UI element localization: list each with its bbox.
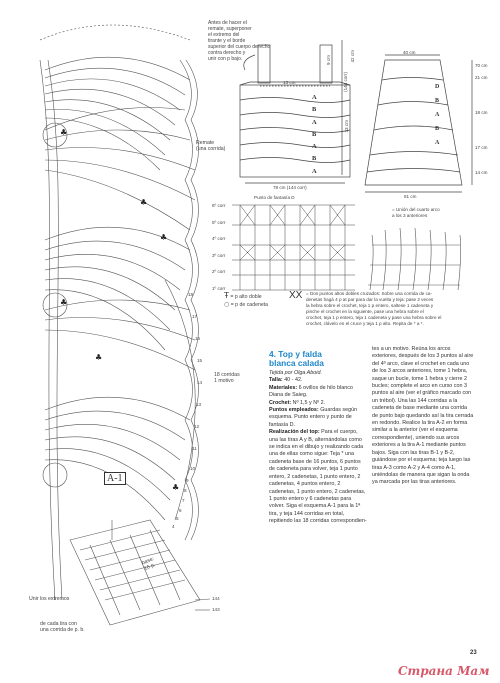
tira-label: de cada tira con una corrida de p. b. [40,621,85,634]
row-number: 15 [197,358,203,363]
realizacion-value: Para el cuerpo, una las tiras A y B, alternándolas como se indica en el dibujo y realizando cada una de ellas como sigue: Teja * una cadeneta base de 16 puntos, 6 puntos de cadeneta para volver, teja 1 punto entero, 2 cadenetas, 1 punto entero, 2 cadenetas, 4 puntos entero, 2 cadenetas, 1 punto entero, 2 cadenetas, 1 punto entero y 6 cadenetas para volver. Siga el esquema A-1 para la 1ª tira, y teja 144 corridas en total, repitiendo las 18 corridas correspondien- [269,429,367,525]
crochet-value: Nº 1,5 y Nº 2. [292,399,326,406]
fantasia-row-labels [212,198,225,297]
watermark-logo: Страна Мам [398,664,490,678]
row-number: 6 [179,508,182,513]
block-label: B [312,106,317,114]
legend-alto-doble: Ŧ = p alto doble [224,291,262,300]
svg-text:♣: ♣ [60,128,68,137]
skirt-label: A [435,112,440,118]
block-label: A [312,94,317,101]
row-number: 5 [176,516,179,521]
count-144: 144 [212,596,220,601]
row-number: 12 [194,424,200,429]
row-number: 10 [190,466,196,471]
count-143: 143 [212,607,220,612]
row-number: 18 [188,292,194,297]
realizacion-label: Realización del top: [269,429,320,436]
skirt-label: B [435,98,440,104]
unir-extremos-label: Unir los extremos [29,596,70,602]
svg-text:♣: ♣ [60,298,68,307]
svg-text:♣: ♣ [140,198,148,207]
svg-text:♣: ♣ [95,353,103,362]
skirt-dim-18: 18 cm [475,110,488,115]
top-note: Antes de hacer el remate, superponer el extremo del tirante y el borde superior del cuerpo derecho contra derecho y unir con p bajo. [208,20,271,62]
dieciocho-corridas-label: 18 corridas 1 motivo [214,372,240,385]
fantasia-row: 1º corr [212,285,226,291]
remate-label: Remate (una corrida) [196,140,226,153]
row-number: 14 [197,380,203,385]
crossed-symbol-icon: XX [289,290,303,301]
fantasia-row: 4º corr [212,236,226,241]
fantasia-row: 2º corr [212,269,226,274]
row-number: 7 [182,498,185,503]
top-dim-width: 78 cm (144 corr) [273,185,307,190]
row-number: 17 [192,314,198,319]
base-label: base: 16 p. [141,556,157,573]
row-number: 9 [186,478,189,483]
legend-cadeneta: ○ = p de cadeneta [224,301,269,308]
article-title: 4. Top y falda blanca calada [269,349,324,368]
talla-value: 40 - 42. [284,377,303,384]
block-label: A [312,118,317,126]
block-label: A [312,167,317,175]
page-number: 23 [470,650,477,656]
crochet-label: Crochet: [269,399,292,406]
top-dim-144corr: (144 corr) [343,72,348,92]
svg-text:♣: ♣ [172,483,180,492]
article-column-1 [269,370,367,526]
svg-text:♣: ♣ [160,233,168,242]
top-dim-13cm: 13 cm [283,80,296,85]
row-number: 13 [196,402,202,407]
row-number: 8 [184,488,187,493]
skirt-dim-top: 40 cm [403,50,416,55]
skirt-label: D [435,84,440,90]
row-number: 4 [172,524,175,529]
fantasia-row: 3º corr [212,252,226,258]
skirt-label: B [435,126,440,132]
skirt-dim-70: 70 cm [475,63,488,68]
union-note: = Unión del cuarto arco a los 3 anteriores [392,207,440,218]
row-number: 16 [195,336,201,341]
a1-box-label: A-1 [104,472,126,485]
top-dim-33cm: 33 cm [344,120,349,133]
skirt-dim-14: 14 cm [475,170,488,175]
fantasia-row: 5º corr [212,219,226,225]
top-dim-42cm: 42 cm [350,50,355,63]
puntos-value: Guardas según esquema. Punto entero y punto de fantasía D. [269,407,358,428]
skirt-dim-21: 21 cm [475,75,488,80]
materiales-value: 6 ovillos de hilo blanco Diana de Saieg. [269,384,353,399]
row-number: 11 [192,446,197,451]
skirt-dim-17: 17 cm [475,145,488,150]
talla-label: Talla: [269,377,283,384]
legend-dos-puntos: = Dos puntos altos dobles cruzados: Sobre una corrida de ca- denetas hagá 4 p at par para dar la vuelta y teja: pase 2 veces la hebra sobre el crochet, teja 1 p entero, saltese 1 cadeneta y pinche el crochet en la siguiente, pase una hebra sobre el crochet, teja 1 p entero, teja 1 cadeneta y pase una hebra sobre el crochet, clávelo en el cruce y teja 1 p alto. Repita de * a *. [306,291,442,326]
puntos-label: Puntos empleados: [269,407,319,414]
fantasia-row: 6º corr [212,203,226,208]
block-label: B [312,155,317,163]
block-label: B [312,130,317,138]
skirt-label: A [435,140,440,146]
article-author: Tejida por Olga Aboid. [269,370,322,376]
block-label: A [312,143,317,151]
alto-doble-symbol-icon: Ŧ [224,291,229,300]
fantasia-title: Punto de fantasía D [254,195,295,200]
article-column-2: tes a un motivo. Reúna los arcos exteriores, después de los 3 puntos al aire del 4º arco, clave el crochet en cada uno de los 3 arcos anteriores, tome 1 hebra, saque un bucle, tome 1 hebra y cierre 2 bucles; complete el arco en curso con 3 puntos al aire (ver el gráfico marcado con un trébol). Una las 144 corridas a la cadeneta de base mediante una corrida de punto bajo quedando así la tira cerrada en redondo. Realice la tira A-2 en forma similar a la anterior (ver el esquema correspondiente), uniendo sus arcos exteriores a la tira A-1 mediante puntos bajos. Siga con las tiras B-1 y B-2, guiándose por el esquema; teja luego las tiras A-3 como A-2 y A-4 como A-1, uniéndolas de manera que sigan la onda ya marcada por las tiras anteriores. [372,346,474,486]
skirt-dim-bottom: 81 cm [404,194,417,199]
materiales-label: Materiales: [269,384,298,391]
cadeneta-symbol-icon: ○ [224,301,230,308]
top-dim-9cm: 9 cm [326,55,331,65]
